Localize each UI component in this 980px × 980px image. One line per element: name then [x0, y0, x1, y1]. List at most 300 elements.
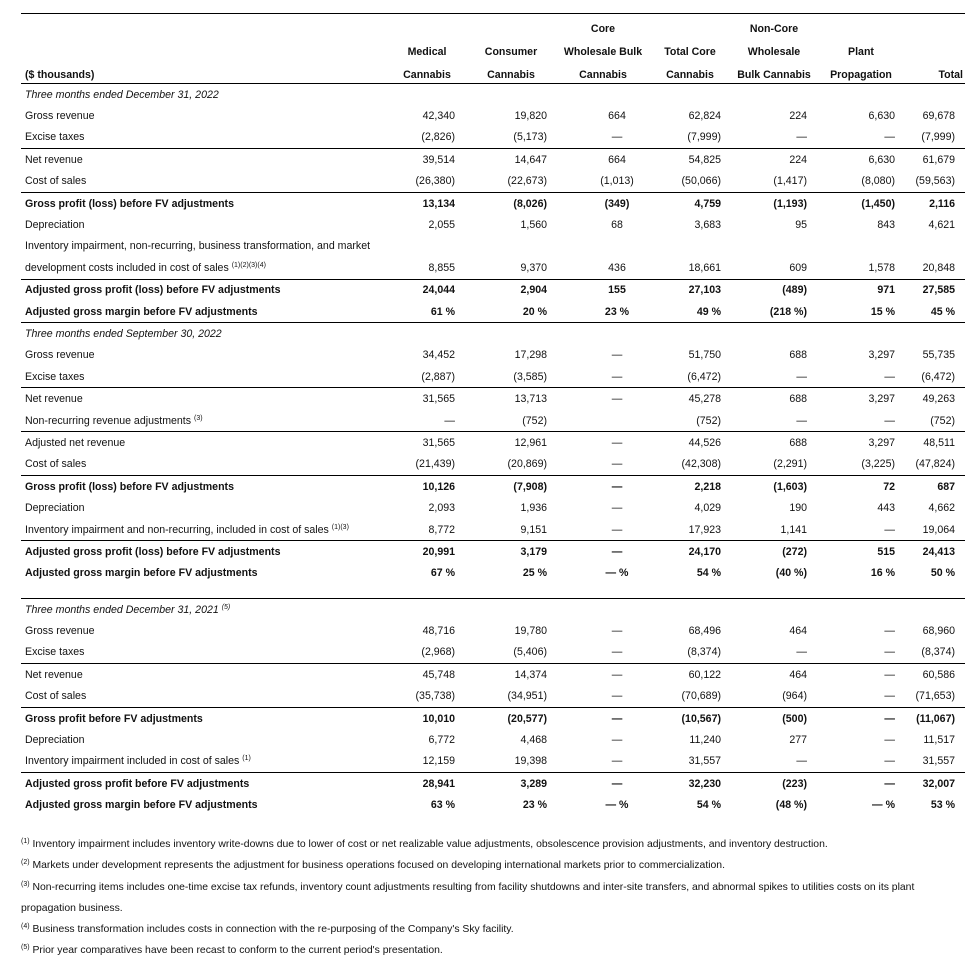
table-cell: 10,126	[389, 476, 465, 498]
table-cell: (7,999)	[687, 131, 721, 144]
table-cell: 9,151	[520, 523, 547, 536]
table-row	[21, 795, 965, 816]
table-cell: (752)	[522, 414, 547, 427]
table-cell: 53 %	[930, 799, 955, 812]
footnote	[21, 940, 965, 961]
row-label: Gross revenue	[25, 110, 95, 123]
table-cell: — %	[872, 799, 895, 812]
row-label: Adjusted gross profit (loss) before FV adjustments	[21, 541, 389, 563]
table-cell: (349)	[557, 192, 649, 214]
table-cell: (22,673)	[507, 175, 547, 188]
table-cell: —	[796, 131, 807, 144]
table-cell: (752)	[930, 414, 955, 427]
table-row	[21, 729, 965, 750]
table-cell: (272)	[731, 541, 817, 563]
table-cell: 8,855	[428, 261, 455, 274]
table-row	[21, 664, 965, 686]
header-row	[21, 37, 965, 60]
footnote-text: Inventory impairment includes inventory write-downs due to lower of cost or net realizable value adjustments, obsolescence provision adjustments, and inventory destruction.	[32, 839, 828, 850]
table-cell: (21,439)	[415, 458, 455, 471]
table-cell: 14,374	[465, 664, 557, 686]
table-row	[21, 214, 965, 235]
table-cell: —	[884, 523, 895, 536]
table-cell: 48,716	[422, 625, 455, 638]
row-label: Gross profit before FV adjustments	[21, 707, 389, 729]
table-cell: (218 %)	[769, 305, 807, 318]
table-cell: 4,029	[694, 502, 721, 515]
table-cell	[817, 236, 905, 257]
row-label: Excise taxes	[25, 131, 85, 144]
table-cell: 19,780	[514, 625, 547, 638]
table-cell: 68,960	[922, 625, 955, 638]
table-cell: (2,968)	[421, 646, 455, 659]
table-cell: 54,825	[649, 149, 731, 171]
column-header: Wholesale Bulk	[563, 46, 643, 58]
table-cell: (8,026)	[465, 192, 557, 214]
column-header: Cannabis	[666, 69, 714, 81]
table-cell: 19,398	[514, 755, 547, 768]
table-cell: (48 %)	[775, 799, 807, 812]
table-cell: (59,563)	[915, 175, 955, 188]
row-label: development costs included in cost of sales $^{(1)(2)(3)(4)}$	[25, 261, 266, 274]
table-cell: 45,748	[389, 664, 465, 686]
column-header: Non-Core	[731, 14, 817, 38]
column-header: Cannabis	[579, 69, 627, 81]
header-row	[21, 60, 965, 84]
row-label: Excise taxes	[25, 370, 85, 383]
table-cell: —	[557, 476, 649, 498]
table-cell: 31,565	[389, 388, 465, 410]
table-cell: —	[611, 690, 623, 703]
table-cell: 28,941	[389, 773, 465, 795]
table-cell: —	[884, 755, 895, 768]
footnote-marker: (1)	[21, 838, 30, 845]
table-cell: 95	[795, 219, 807, 232]
table-row	[21, 105, 965, 126]
footnote	[21, 898, 965, 919]
table-cell: —	[884, 690, 895, 703]
table-cell: (1,417)	[773, 175, 807, 188]
table-cell: 31,565	[389, 432, 465, 454]
footnote-ref: (1)(3)	[331, 523, 349, 531]
footnote-text: Non-recurring items includes one-time excise tax refunds, inventory count adjustments resulting from facility shutdowns and inter-site transfers, and abnormal spikes to utilities costs on its plant	[32, 881, 915, 893]
table-cell: (20,577)	[465, 707, 557, 729]
table-cell: (70,689)	[681, 690, 721, 703]
table-cell: 688	[731, 388, 817, 410]
table-cell: 4,759	[649, 192, 731, 214]
row-label: Gross revenue	[25, 625, 95, 638]
table-cell: 17,923	[688, 523, 721, 536]
units-label	[21, 37, 389, 60]
table-cell: 32,230	[649, 773, 731, 795]
table-cell: 31,557	[688, 755, 721, 768]
spacer-row	[21, 584, 965, 599]
table-cell: —	[796, 370, 807, 383]
table-cell: 67 %	[430, 567, 455, 580]
table-cell: (1,013)	[600, 175, 634, 188]
section-title-row	[21, 598, 965, 620]
table-row	[21, 773, 965, 795]
row-label: Non-recurring revenue adjustments $^{(3)}$	[25, 414, 203, 427]
table-cell: 42,340	[422, 110, 455, 123]
table-row	[21, 279, 965, 301]
row-label: Gross profit (loss) before FV adjustments	[21, 476, 389, 498]
table-cell: 6,630	[868, 110, 895, 123]
table-cell: 19,820	[514, 110, 547, 123]
table-cell: 224	[731, 149, 817, 171]
table-cell: 24,044	[389, 279, 465, 301]
section-title-row	[21, 323, 965, 345]
row-label: Cost of sales	[25, 458, 87, 471]
table-cell: —	[817, 773, 905, 795]
table-cell: 3,297	[868, 349, 895, 362]
table-cell: 688	[789, 349, 807, 362]
table-cell: (223)	[731, 773, 817, 795]
table-cell: (71,653)	[915, 690, 955, 703]
table-cell: —	[884, 625, 895, 638]
column-header	[817, 14, 905, 38]
row-label: Inventory impairment, non-recurring, business transformation, and market	[25, 240, 371, 253]
table-cell: (11,067)	[905, 707, 965, 729]
table-cell: 4,621	[928, 219, 955, 232]
table-cell: 68	[611, 219, 623, 232]
table-cell: —	[557, 388, 649, 410]
table-cell: 9,370	[520, 261, 547, 274]
table-cell: 2,218	[649, 476, 731, 498]
table-cell: (42,308)	[681, 458, 721, 471]
row-label: Depreciation	[25, 734, 85, 747]
column-header: Propagation	[830, 69, 892, 81]
table-cell: —	[611, 502, 623, 515]
table-cell: 443	[877, 502, 895, 515]
table-row	[21, 301, 965, 323]
table-cell: (8,374)	[921, 646, 955, 659]
row-label: Gross revenue	[25, 349, 95, 362]
table-row	[21, 563, 965, 584]
row-label: Net revenue	[21, 149, 389, 171]
table-cell: (1,193)	[731, 192, 817, 214]
table-cell: 23 %	[604, 305, 630, 318]
table-cell: 3,297	[817, 432, 905, 454]
table-cell: 3,289	[465, 773, 557, 795]
row-label: Adjusted gross profit (loss) before FV adjustments	[21, 279, 389, 301]
table-cell: 971	[817, 279, 905, 301]
table-row	[21, 519, 965, 541]
footnote-text: Markets under development represents the adjustment for business operations focused on developing international markets prior to commercialization.	[32, 860, 725, 872]
section-title: Three months ended December 31, 2022	[21, 84, 965, 106]
table-cell: 11,240	[689, 734, 721, 747]
table-cell: 609	[789, 261, 807, 274]
table-cell: 4,468	[520, 734, 547, 747]
table-cell: 3,683	[694, 219, 721, 232]
table-cell: —	[557, 664, 649, 686]
table-cell: 11,517	[923, 734, 955, 747]
table-cell: 20,991	[389, 541, 465, 563]
table-cell: (35,738)	[415, 690, 455, 703]
table-cell: 436	[608, 261, 626, 274]
table-cell: 3,297	[817, 388, 905, 410]
table-cell: —	[611, 755, 623, 768]
table-cell: 25 %	[522, 567, 547, 580]
table-cell: 515	[817, 541, 905, 563]
table-cell: 20 %	[522, 305, 547, 318]
table-cell: 54 %	[696, 799, 721, 812]
table-cell: 464	[731, 664, 817, 686]
table-cell	[557, 236, 649, 257]
row-label: Inventory impairment and non-recurring, included in cost of sales $^{(1)(3)}$	[25, 523, 349, 536]
table-cell: —	[611, 734, 623, 747]
footnote-ref: (3)	[194, 414, 203, 422]
table-cell: 1,578	[868, 261, 895, 274]
section-title: Three months ended December 31, 2021 $^{(5)}$	[21, 598, 965, 620]
column-header	[649, 14, 731, 38]
table-cell: 3,179	[465, 541, 557, 563]
footnote	[21, 877, 965, 898]
table-row	[21, 454, 965, 476]
column-header	[905, 14, 965, 38]
table-row	[21, 127, 965, 149]
footnote-ref: (1)	[242, 755, 251, 763]
table-cell: —	[611, 625, 623, 638]
table-cell: 843	[877, 219, 895, 232]
table-cell: (2,826)	[421, 131, 455, 144]
table-cell: 2,116	[905, 192, 965, 214]
row-label: Net revenue	[21, 664, 389, 686]
table-cell: 49,263	[905, 388, 965, 410]
table-cell: 27,585	[905, 279, 965, 301]
table-cell: —	[444, 414, 455, 427]
row-label: Excise taxes	[25, 646, 85, 659]
table-cell: 12,961	[465, 432, 557, 454]
table-cell: —	[884, 646, 895, 659]
row-label: Adjusted gross margin before FV adjustments	[25, 305, 258, 318]
row-label: Inventory impairment included in cost of sales $^{(1)}$	[25, 755, 251, 768]
table-cell: (3,225)	[861, 458, 895, 471]
table-cell: 27,103	[649, 279, 731, 301]
table-cell: 190	[789, 502, 807, 515]
table-row	[21, 642, 965, 664]
column-header: Cannabis	[487, 69, 535, 81]
table-cell: (964)	[782, 690, 807, 703]
row-label: Gross profit (loss) before FV adjustments	[21, 192, 389, 214]
footnote-marker: (4)	[21, 923, 30, 931]
footnote	[21, 834, 965, 855]
table-cell: 20,848	[922, 261, 955, 274]
column-header	[905, 37, 965, 60]
table-cell: 60,122	[649, 664, 731, 686]
footnote-text: Prior year comparatives have been recast to conform to the current period's presentation.	[32, 945, 443, 957]
table-cell: 55,735	[922, 349, 955, 362]
column-header	[465, 14, 557, 38]
table-cell: —	[611, 458, 623, 471]
table-cell: (47,824)	[915, 458, 955, 471]
table-cell: —	[611, 646, 623, 659]
column-header: Total Core	[664, 46, 716, 58]
table-row	[21, 707, 965, 729]
table-cell: —	[817, 707, 905, 729]
table-row	[21, 432, 965, 454]
footnote-marker: (2)	[21, 859, 30, 867]
table-cell: —	[884, 131, 895, 144]
table-cell: —	[796, 755, 807, 768]
table-cell: 72	[817, 476, 905, 498]
table-cell: 16 %	[870, 567, 895, 580]
table-cell: (26,380)	[415, 175, 455, 188]
row-label: Adjusted gross margin before FV adjustments	[25, 567, 258, 580]
column-header: Core	[557, 14, 649, 38]
table-cell: 1,936	[520, 502, 547, 515]
table-cell: —	[611, 349, 623, 362]
column-header: Total	[938, 69, 963, 81]
footnote-text: propagation business.	[21, 902, 123, 914]
table-cell: 14,647	[465, 149, 557, 171]
table-cell: 69,678	[922, 110, 955, 123]
table-cell: 12,159	[422, 755, 455, 768]
column-header: Medical	[407, 46, 447, 58]
table-cell: 13,134	[389, 192, 465, 214]
footnote-text: Business transformation includes costs in connection with the re-purposing of the Company's Sky facility.	[32, 924, 514, 936]
row-label: Depreciation	[25, 219, 85, 232]
footnote-marker: (5)	[21, 944, 30, 952]
table-cell: 277	[789, 734, 807, 747]
table-cell: (752)	[696, 414, 721, 427]
table-row	[21, 497, 965, 518]
table-cell: 51,750	[688, 349, 721, 362]
table-cell: 68,496	[688, 625, 721, 638]
table-cell: 2,055	[428, 219, 455, 232]
table-cell: 664	[608, 110, 626, 123]
table-cell: 44,526	[649, 432, 731, 454]
table-cell: 688	[731, 432, 817, 454]
row-label: Net revenue	[21, 388, 389, 410]
table-cell: —	[884, 734, 895, 747]
table-cell: —	[611, 523, 623, 536]
table-cell: 155	[557, 279, 649, 301]
table-cell: —	[884, 414, 895, 427]
table-cell: 60,586	[905, 664, 965, 686]
column-header: Cannabis	[403, 69, 451, 81]
table-cell: 32,007	[905, 773, 965, 795]
table-cell: —	[884, 370, 895, 383]
table-cell: (40 %)	[775, 567, 807, 580]
table-cell: —	[611, 370, 623, 383]
table-cell: 1,560	[520, 219, 547, 232]
table-cell: 2,904	[465, 279, 557, 301]
table-cell: 63 %	[430, 799, 455, 812]
table-cell: 664	[557, 149, 649, 171]
footnote-ref: (5)	[221, 603, 231, 611]
table-cell: 464	[789, 625, 807, 638]
units-label: ($ thousands)	[25, 69, 95, 81]
row-label: Depreciation	[25, 502, 85, 515]
table-cell	[465, 236, 557, 257]
table-cell: 2,093	[428, 502, 455, 515]
table-cell: —	[557, 541, 649, 563]
table-cell: —	[557, 432, 649, 454]
row-label: Adjusted gross profit before FV adjustments	[21, 773, 389, 795]
table-cell: (6,472)	[921, 370, 955, 383]
footnotes	[21, 834, 965, 962]
table-cell: 24,413	[905, 541, 965, 563]
table-cell: (8,080)	[861, 175, 895, 188]
table-row	[21, 388, 965, 410]
table-row	[21, 171, 965, 193]
table-cell: 61,679	[905, 149, 965, 171]
table-row	[21, 345, 965, 366]
column-header: Wholesale	[747, 46, 801, 58]
table-cell: — %	[605, 799, 629, 812]
table-cell: 24,170	[649, 541, 731, 563]
table-cell: 687	[905, 476, 965, 498]
table-cell: — %	[605, 567, 629, 580]
table-cell: —	[557, 707, 649, 729]
table-cell: —	[796, 414, 807, 427]
table-row	[21, 257, 965, 279]
table-cell: (7,908)	[465, 476, 557, 498]
table-cell: 1,141	[780, 523, 807, 536]
row-label: Cost of sales	[25, 175, 87, 188]
table-row	[21, 751, 965, 773]
table-cell: (8,374)	[687, 646, 721, 659]
column-header	[389, 14, 465, 38]
table-cell: 49 %	[696, 305, 721, 318]
table-cell: (3,585)	[513, 370, 547, 383]
table-cell	[649, 236, 731, 257]
table-cell: (500)	[731, 707, 817, 729]
table-cell: (5,406)	[513, 646, 547, 659]
table-cell	[905, 236, 965, 257]
header-row	[21, 14, 965, 38]
table-row	[21, 149, 965, 171]
table-cell: 61 %	[430, 305, 455, 318]
table-cell: 13,713	[465, 388, 557, 410]
table-cell: 18,661	[688, 261, 721, 274]
segment-gross-profit-table	[21, 13, 965, 816]
table-cell: (34,951)	[507, 690, 547, 703]
table-cell: —	[796, 646, 807, 659]
table-cell: —	[817, 664, 905, 686]
table-cell: 54 %	[696, 567, 721, 580]
table-cell: 62,824	[688, 110, 721, 123]
table-row	[21, 192, 965, 214]
table-cell: 31,557	[922, 755, 955, 768]
table-row	[21, 541, 965, 563]
table-cell: 4,662	[928, 502, 955, 515]
table-row	[21, 236, 965, 257]
table-row	[21, 476, 965, 498]
column-header: Bulk Cannabis	[737, 69, 811, 81]
table-row	[21, 620, 965, 641]
column-header: Consumer	[484, 46, 538, 58]
table-cell	[731, 236, 817, 257]
table-cell: (20,869)	[507, 458, 547, 471]
table-cell: (1,450)	[817, 192, 905, 214]
table-cell: (50,066)	[681, 175, 721, 188]
section-title-row	[21, 84, 965, 106]
table-cell	[389, 236, 465, 257]
table-cell: (489)	[731, 279, 817, 301]
table-cell: 19,064	[922, 523, 955, 536]
table-cell: (1,603)	[731, 476, 817, 498]
footnote	[21, 855, 965, 876]
footnote	[21, 919, 965, 940]
table-cell: 15 %	[870, 305, 895, 318]
table-cell: 45 %	[930, 305, 955, 318]
footnote-ref: (1)(2)(3)(4)	[231, 261, 266, 269]
table-cell: (2,887)	[421, 370, 455, 383]
table-cell: 45,278	[649, 388, 731, 410]
table-cell: 34,452	[422, 349, 455, 362]
